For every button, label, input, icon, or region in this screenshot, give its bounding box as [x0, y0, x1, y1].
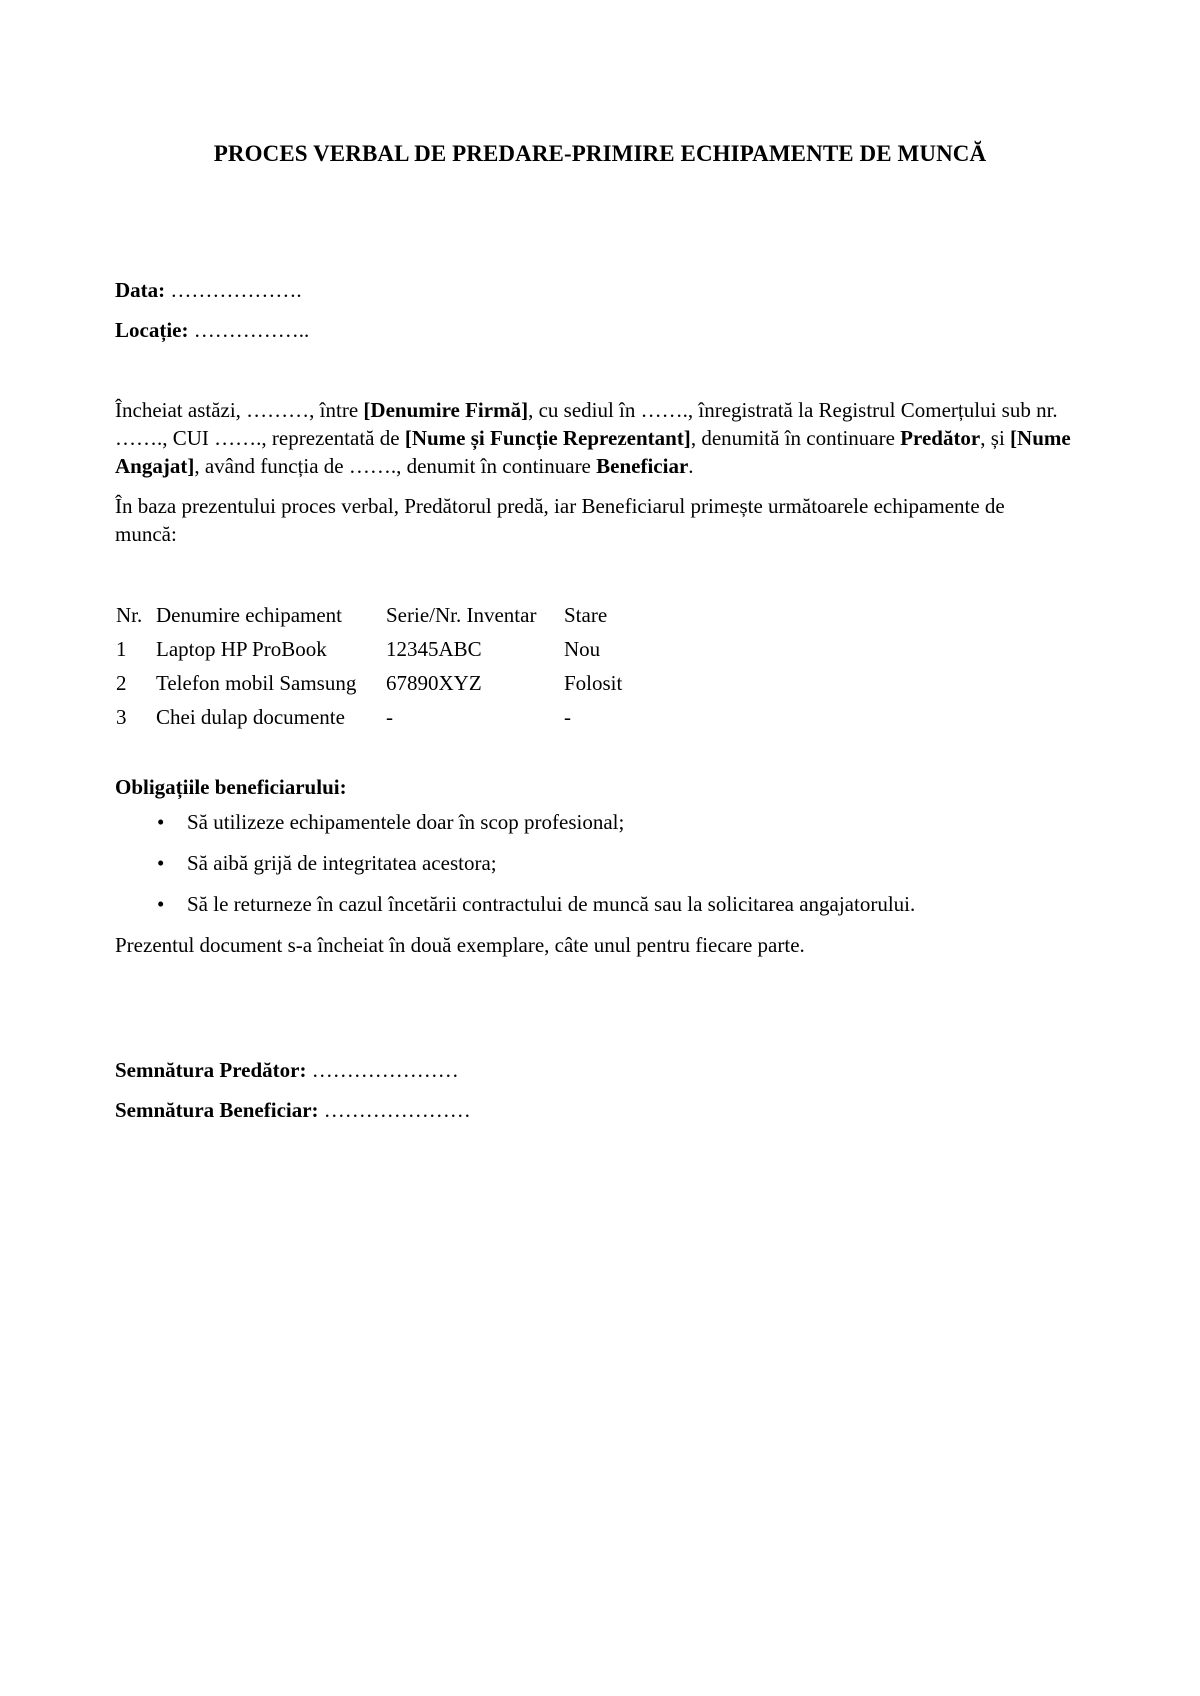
intro-text-6: . [688, 454, 694, 478]
equipment-table [112, 598, 628, 734]
table-row [112, 666, 628, 700]
intro-text-3: , denumită în continuare [690, 426, 901, 450]
list-item [115, 849, 915, 890]
table-header-row [112, 598, 628, 632]
table-row [112, 700, 628, 734]
signature-predator [115, 1058, 459, 1083]
table-cell: Laptop HP ProBook [156, 636, 327, 661]
obligation-text: Să aibă grijă de integritatea acestora; [187, 851, 497, 875]
table-header-cell: Serie/Nr. Inventar [386, 602, 537, 627]
signature-beneficiar-label: Semnătura Beneficiar: [115, 1098, 319, 1122]
table-cell: - [386, 704, 393, 729]
table-header-cell: Denumire echipament [156, 602, 343, 627]
bullet-icon: • [157, 851, 165, 875]
table-header-cell: Stare [564, 602, 608, 627]
obligation-text: Să utilizeze echipamentele doar în scop profesional; [187, 810, 625, 834]
intro-text-4: , și [980, 426, 1011, 450]
table-cell: Folosit [564, 670, 623, 695]
location-field [115, 318, 309, 343]
date-label: Data: [115, 278, 166, 302]
table-cell: Nou [564, 636, 601, 661]
basis-paragraph: În baza prezentului proces verbal, Predătorul predă, iar Beneficiarul primește următoarele echipamente de muncă: [115, 494, 1005, 546]
location-label: Locație: [115, 318, 189, 342]
table-cell: 12345ABC [386, 636, 482, 661]
table-cell: Chei dulap documente [156, 704, 345, 729]
table-cell: 2 [116, 670, 127, 695]
bullet-icon: • [157, 810, 165, 834]
obligations-list [115, 808, 915, 931]
signature-beneficiar [115, 1098, 471, 1123]
table-row [112, 632, 628, 666]
employee-placeholder: [Nume Angajat] [115, 426, 1071, 478]
signature-predator-label: Semnătura Predător: [115, 1058, 307, 1082]
list-item [115, 890, 915, 931]
signature-predator-line: ………………… [306, 1058, 459, 1082]
document-title: PROCES VERBAL DE PREDARE-PRIMIRE ECHIPAMENTE DE MUNCĂ [213, 141, 987, 166]
list-item [115, 808, 915, 849]
date-value: ………………. [165, 278, 302, 302]
beneficiar-term: Beneficiar [596, 454, 689, 478]
table-cell: 67890XYZ [386, 670, 482, 695]
intro-text-1: Încheiat astăzi, ………, între [115, 398, 364, 422]
predator-term: Predător [900, 426, 981, 450]
intro-paragraph [115, 396, 1095, 480]
table-cell: 3 [116, 704, 127, 729]
table-cell: - [564, 704, 571, 729]
intro-text-5: , având funcția de ……., denumit în continuare [194, 454, 597, 478]
signature-beneficiar-line: ………………… [318, 1098, 471, 1122]
closing-paragraph: Prezentul document s-a încheiat în două exemplare, câte unul pentru fiecare parte. [115, 933, 805, 957]
company-name-placeholder: [Denumire Firmă] [363, 398, 529, 422]
table-header-cell: Nr. [116, 602, 143, 627]
table-cell: Telefon mobil Samsung [156, 670, 357, 695]
intro-text-2: , cu sediul în ……., înregistrată la Registrul Comerțului sub nr. ……., CUI ……., reprezentată de [115, 398, 1058, 450]
obligations-heading: Obligațiile beneficiarului: [115, 775, 347, 799]
location-value: …………….. [188, 318, 310, 342]
date-field [115, 278, 302, 303]
obligation-text: Să le returneze în cazul încetării contractului de muncă sau la solicitarea angajatorului. [187, 892, 916, 916]
representative-placeholder: [Nume și Funcție Reprezentant] [404, 426, 691, 450]
table-cell: 1 [116, 636, 127, 661]
bullet-icon: • [157, 892, 165, 916]
